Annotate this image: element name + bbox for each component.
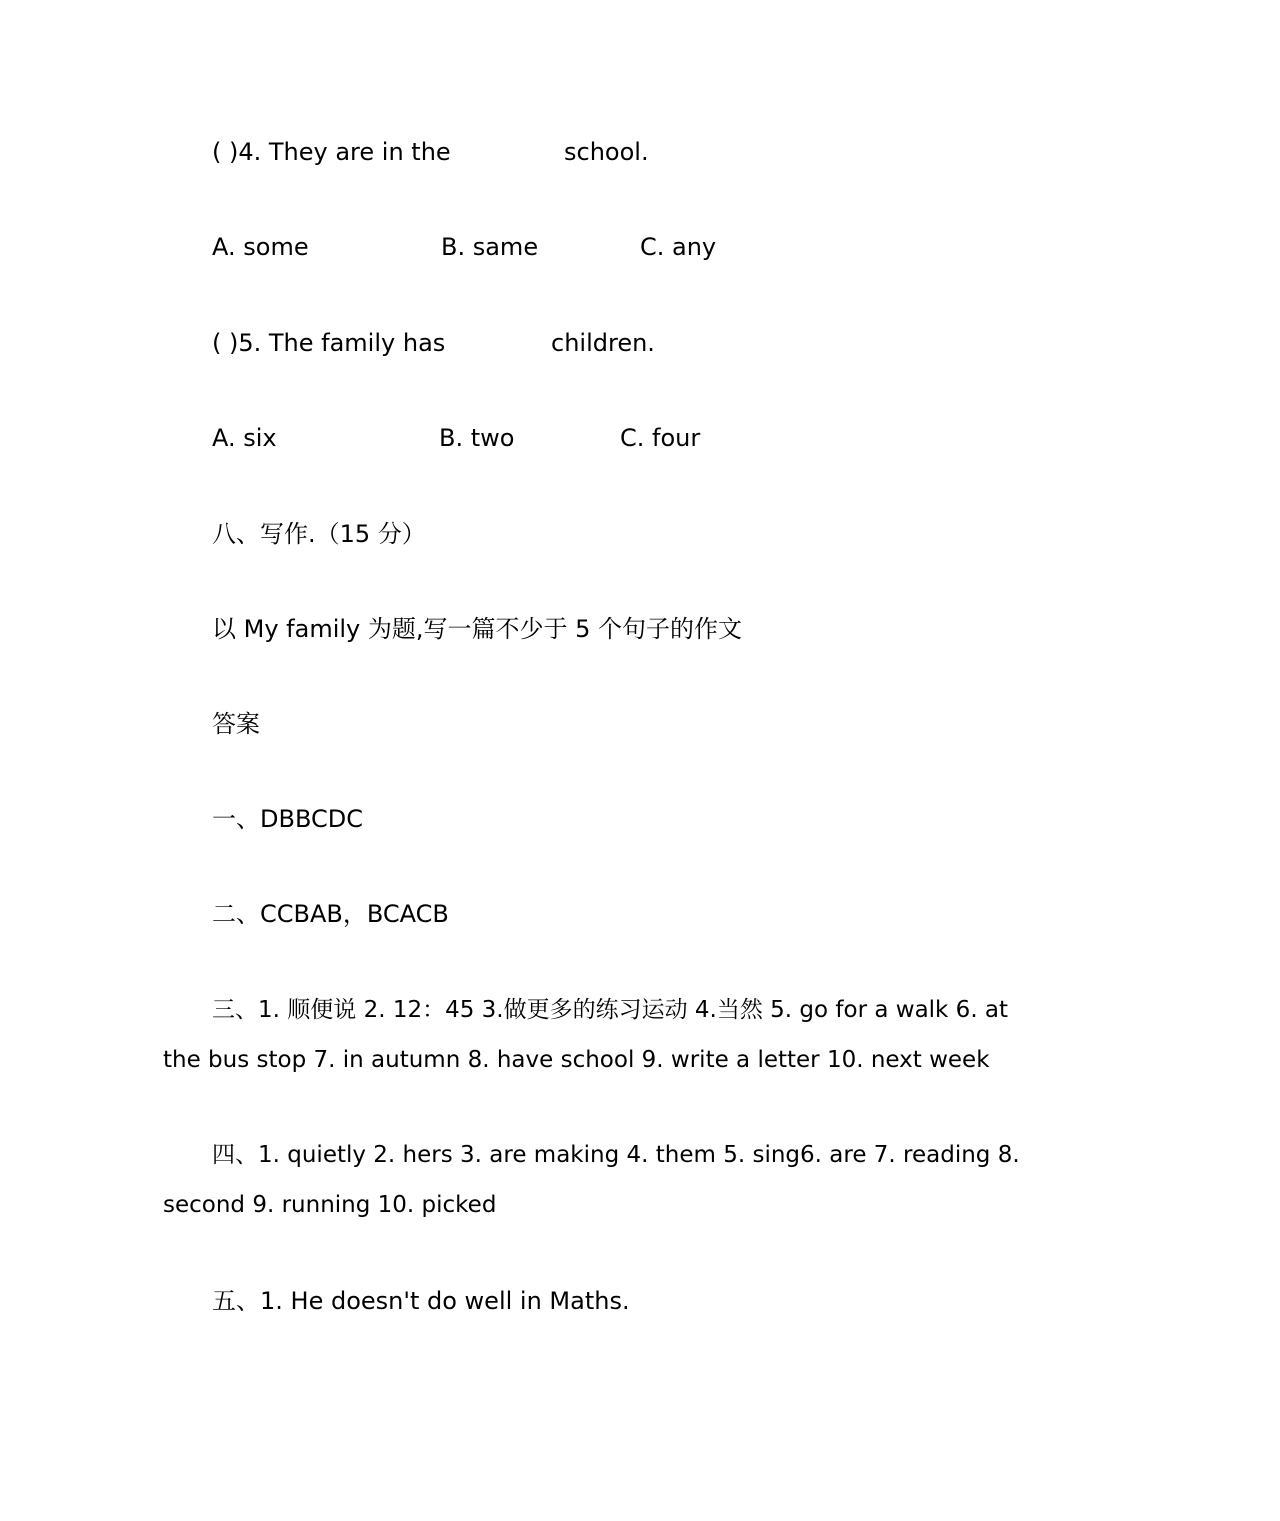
section-8-prompt: 以 My family 为题,写一篇不少于 5 个句子的作文 [212, 615, 743, 643]
option-b: B. two [439, 424, 515, 452]
option-c: C. four [620, 424, 701, 452]
answer-part-3-line-2: the bus stop 7. in autumn 8. have school 9. write a letter 10. next week [163, 1047, 990, 1073]
question-5-options [212, 422, 912, 454]
option-b: B. same [441, 233, 539, 261]
answers-heading: 答案 [212, 710, 260, 738]
question-4-end: school. [564, 138, 649, 166]
question-5-end: children. [551, 329, 655, 357]
section-8-heading: 八、写作.（15 分） [212, 520, 426, 548]
question-4 [212, 136, 912, 168]
option-a: A. six [212, 424, 277, 452]
question-5 [212, 327, 912, 359]
question-5-stem: ( )5. The family has [212, 329, 446, 357]
option-a: A. some [212, 233, 309, 261]
answer-part-4-line-1: 四、1. quietly 2. hers 3. are making 4. them 5. sing6. are 7. reading 8. [212, 1142, 1020, 1168]
answer-part-2: 二、CCBAB，BCACB [212, 900, 449, 928]
answer-part-4-line-2: second 9. running 10. picked [163, 1192, 497, 1218]
answer-part-3-line-1: 三、1. 顺便说 2. 12：45 3.做更多的练习运动 4.当然 5. go for a walk 6. at [212, 997, 1009, 1023]
answer-part-5-line-1: 五、1. He doesn't do well in Maths. [212, 1287, 630, 1315]
answer-part-1: 一、DBBCDC [212, 805, 363, 833]
option-c: C. any [640, 233, 717, 261]
question-4-options [212, 231, 912, 263]
question-4-stem: ( )4. They are in the [212, 138, 451, 166]
